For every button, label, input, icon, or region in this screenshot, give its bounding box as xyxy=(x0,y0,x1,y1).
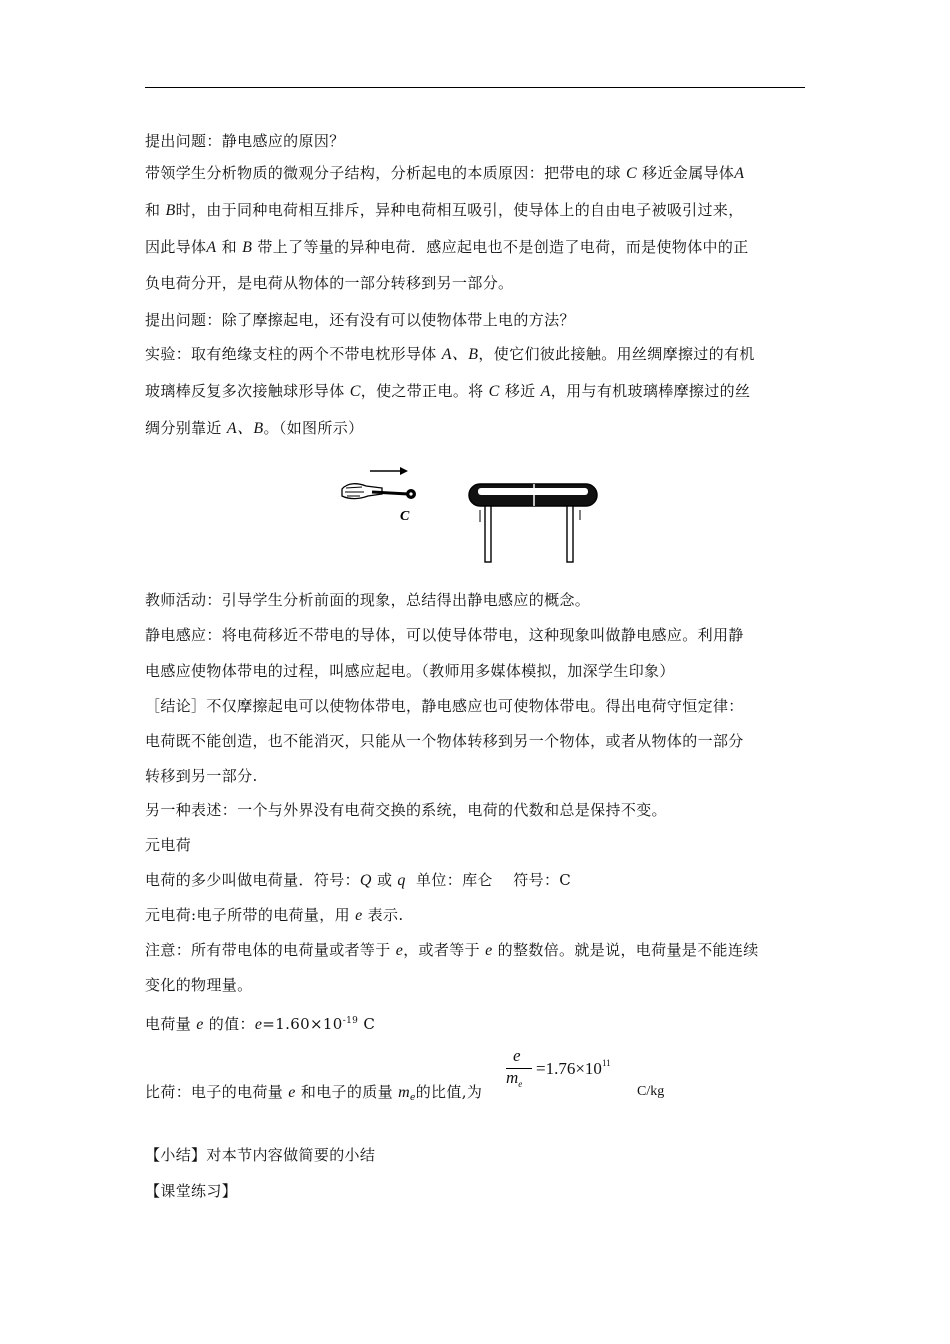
experiment-figure xyxy=(338,466,603,563)
text-line: 注意：所有带电体的电荷量或者等于 e，或者等于 e 的整数倍。就是说，电荷量是不能连续 xyxy=(145,941,759,959)
text-line: 比荷：电子的电荷量 e 和电子的质量 $m_e$的比值,为 xyxy=(145,1083,483,1103)
summary-heading: 【小结】对本节内容做简要的小结 xyxy=(145,1146,376,1164)
text-line: 因此导体A 和 B 带上了等量的异种电荷．感应起电也不是创造了电荷，而是使物体中的正 xyxy=(145,238,749,256)
text-line: 教师活动：引导学生分析前面的现象，总结得出静电感应的概念。 xyxy=(145,591,591,609)
text-line: 和 B时，由于同种电荷相互排斥，异种电荷相互吸引，使导体上的自由电子被吸引过来， xyxy=(145,201,744,219)
section-heading: 元电荷 xyxy=(145,836,192,854)
text-line: 带领学生分析物质的微观分子结构，分析起电的本质原因：把带电的球 C 移近金属导体A xyxy=(145,164,745,182)
text-line: 另一种表述：一个与外界没有电荷交换的系统，电荷的代数和总是保持不变。 xyxy=(145,801,667,819)
text-line: 实验：取有绝缘支柱的两个不带电枕形导体 A、B，使它们彼此接触。用丝绸摩擦过的有机 xyxy=(145,345,755,363)
text-line: 电荷的多少叫做电荷量．符号：Q 或 q 单位：库仑 符号：C xyxy=(145,871,572,889)
text-line: 绸分别靠近 A、B。（如图所示） xyxy=(145,419,364,437)
text-line: 转移到另一部分. xyxy=(145,767,258,785)
text-line: 电荷既不能创造，也不能消灭，只能从一个物体转移到另一个物体，或者从物体的一部分 xyxy=(145,732,744,750)
text-line: 静电感应：将电荷移近不带电的导体，可以使导体带电，这种现象叫做静电感应。利用静 xyxy=(145,626,744,644)
text-line: 电感应使物体带电的过程，叫感应起电。（教师用多媒体模拟，加深学生印象） xyxy=(145,662,675,680)
text-line: 负电荷分开，是电荷从物体的一部分转移到另一部分。 xyxy=(145,274,514,292)
exercise-heading: 【课堂练习】 xyxy=(145,1182,238,1200)
text-line: 元电荷:电子所带的电荷量，用 e 表示. xyxy=(145,906,404,924)
text-line: 玻璃棒反复多次接触球形导体 C，使之带正电。将 C 移近 A，用与有机玻璃棒摩擦过的丝 xyxy=(145,382,751,400)
sphere-label: C xyxy=(400,509,410,524)
specific-charge-formula: e $m_e$ $=1.76\times 10^{11}$ xyxy=(506,1046,611,1089)
header-rule xyxy=(145,87,805,88)
unit-label: C/kg xyxy=(637,1084,665,1099)
text-line: 变化的物理量。 xyxy=(145,976,253,994)
text-line: ［结论］不仅摩擦起电可以使物体带电，静电感应也可使物体带电。得出电荷守恒定律： xyxy=(145,697,744,715)
text-line: 电荷量 e 的值：$e=1.60\times 10^{-19}$ C xyxy=(145,1015,376,1033)
text-line: 提出问题：除了摩擦起电，还有没有可以使物体带上电的方法？ xyxy=(145,311,575,329)
text-line: 提出问题：静电感应的原因？ xyxy=(145,132,345,150)
